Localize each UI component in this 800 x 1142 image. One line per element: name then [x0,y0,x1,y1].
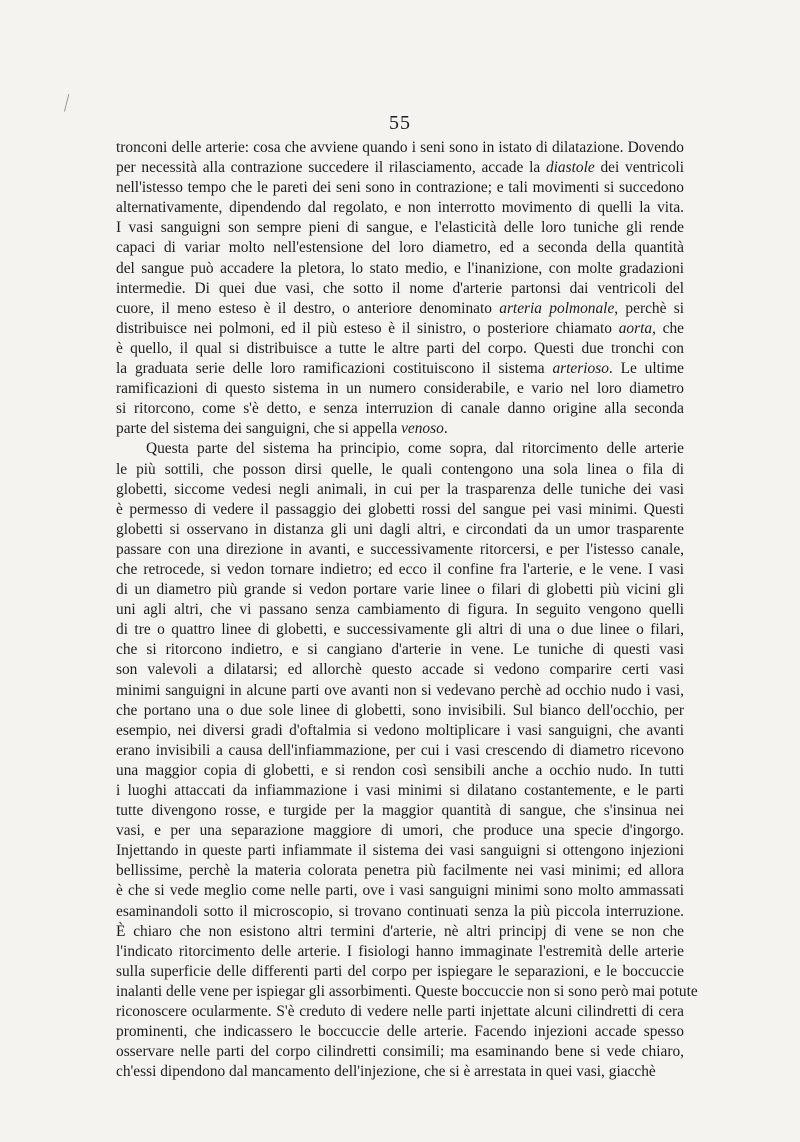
text-line [116,861,684,881]
text-segment: tronconi delle arterie: cosa che avviene quando i seni sono in istato di dilatazione. Dovendo [116,139,684,156]
text-segment: Injettando in queste parti infiammate il sistema dei vasi sanguigni si ottengono injezioni [116,842,684,860]
text-line [116,540,684,560]
text-segment: globetti si osservano in distanza gli uni dagli altri, e circondati da un umor trasparente [116,520,684,538]
text-segment: . Le ultime [608,360,684,378]
text-line [116,841,684,861]
body-text [116,138,698,1082]
text-segment: erano invisibili a causa dell'infiammazione, per cui i vasi crescendo di diametro ricevono [116,741,684,759]
text-line [116,922,684,942]
italic-term: arteria polmonale [499,299,615,317]
text-line [116,580,684,600]
text-line [116,962,684,982]
text-segment: che si ritorcono indietro, e si cangiano d'arterie in vene. Le tuniche di questi vasi [116,641,684,659]
text-line [116,279,684,299]
text-segment: minimi sanguigni in alcune parti ove avanti non si vedevano perchè ad occhio nudo i vasi, [116,681,684,699]
text-segment: cuore, il meno esteso è il destro, o anteriore denominato [116,299,500,317]
text-segment: è che si vede meglio come nelle parti, ove i vasi sanguigni minimi sono molto ammassati [116,882,684,900]
text-segment: dei ventricoli [594,159,684,177]
text-line [116,801,684,821]
text-segment: per necessità alla contrazione succedere il rilasciamento, accade la [116,159,546,177]
text-segment: le più sottili, che posson dirsi quelle, le quali contengono una sola linea o fila di [116,460,684,478]
text-line [116,419,684,439]
text-line [116,761,684,781]
text-segment: i luoghi attaccati da infiammazione i vasi minimi si dilatano costantemente, e le parti [116,782,684,799]
text-segment: passare con una direzione in avanti, e successivamente ritorcersi, e per l'istesso canale, [116,540,684,558]
text-segment: è quello, il qual si distribuisce a tutte le altre parti del corpo. Questi due tronchi con [116,339,684,357]
text-line [116,299,684,319]
text-line [116,178,684,198]
text-segment: tutte divengono rosse, e turgide per la maggior quantità di sangue, che s'insinua nei [116,802,684,820]
text-line [116,359,684,379]
italic-term: venoso [401,420,444,438]
text-line [116,721,684,741]
text-line [116,1062,684,1082]
text-segment: esaminandoli sotto il microscopio, si trovano continuati senza la più piccola interruzione. [116,902,684,920]
text-segment: di un diametro più grande si vedon portare varie linee o filari di globetti più vicini gli [116,581,684,599]
text-segment: ch'essi dipendono dal mancamento dell'injezione, che si è arrestata in quei vasi, giacchè [116,1063,656,1081]
text-segment: nell'istesso tempo che le pareti dei seni sono in contrazione; e tali movimenti si succedono [116,179,684,197]
text-line [116,1022,684,1042]
text-segment: è permesso di vedere il passaggio dei globetti rossi del sangue pei vasi minimi. Questi [116,500,684,518]
text-segment: . [443,420,448,438]
text-line [116,319,684,339]
text-line [116,600,684,620]
text-segment: parte del sistema dei sanguigni, che si appella [116,420,402,438]
text-line [116,821,684,841]
text-line [116,681,684,701]
text-segment: inalanti delle vene per ispiegar gli assorbimenti. Queste boccuccie non si sono però mai potute [116,982,698,1000]
page-number: 55 [389,112,411,134]
text-segment: osservare nelle parti del corpo cilindretti consimili; ma esaminando bene si vede chiaro, [116,1043,684,1061]
text-line [116,439,684,459]
text-line [116,881,684,901]
text-line [116,660,684,680]
text-line [116,620,684,640]
text-line [116,982,698,1002]
text-segment: capaci di variar molto nell'estensione del loro diametro, ed a seconda della quantità [116,239,684,257]
text-line [116,339,684,359]
text-line [116,520,684,540]
text-line [116,198,684,218]
text-segment: del sangue può accadere la pletora, lo stato medio, e l'inanizione, con molte gradazioni [116,259,684,277]
text-segment: una maggior copia di globetti, e si rendon così sensibili anche a occhio nudo. In tutti [116,761,684,779]
text-segment: distribuisce nei polmoni, ed il più esteso è il sinistro, o posteriore chiamato [116,319,619,337]
text-segment: che portano una o due sole linee di globetti, sono invisibili. Sul bianco dell'occhio, per [116,701,684,719]
text-line [116,942,684,962]
text-segment: uni agli altri, che vi passano senza cambiamento di figura. In seguito vengono quelli [116,601,684,619]
text-line [116,902,684,922]
text-segment: sulla superficie delle differenti parti del corpo per ispiegare le separazioni, e le boccuccie [116,962,684,980]
text-segment: Questa parte del sistema ha principio, come sopra, dal ritorcimento delle arterie [146,440,684,458]
text-line [116,480,684,500]
text-segment: alternativamente, dipendendo dal regolato, e non interrotto movimento di quelli la vita. [116,199,684,217]
text-line [116,640,684,660]
text-segment: I vasi sanguigni son sempre pieni di sangue, e l'elasticità delle loro tuniche gli rende [116,219,684,237]
text-segment: bellissime, perchè la materia colorata penetra più facilmente nei vasi minimi; ed allora [116,862,684,880]
text-line [116,138,684,158]
text-line [116,1002,684,1022]
text-line [116,500,684,520]
text-line [116,379,684,399]
text-segment: vasi, e per una separazione maggiore di umori, che produce una specie d'ingorgo. [116,822,684,840]
text-segment: , che [652,319,684,337]
text-segment: ramificazioni di questo sistema in un numero considerabile, e vario nel loro diametro [116,380,684,398]
text-segment: che retrocede, si vedon tornare indietro; ed ecco il confine fra l'arterie, e le vene. I vasi [116,560,684,578]
text-line [116,259,684,279]
text-segment: riconoscere ocularmente. S'è creduto di vedere nelle parti injettate alcuni cilindretti di cera [116,1003,684,1021]
text-line [116,399,684,419]
text-segment: di tre o quattro linee di globetti, e successivamente gli altri di una o due linee o filari, [116,621,684,639]
text-segment: globetti, siccome vedesi negli animali, in cui per la trasparenza delle tuniche dei vasi [116,480,684,498]
text-line [116,741,684,761]
text-line [116,1042,684,1062]
text-segment: È chiaro che non esistono altri termini d'arterie, nè altri principj di vene se non che [116,922,684,940]
italic-term: aorta [618,319,653,337]
text-segment: si ritorcono, come s'è detto, e senza interruzion di canale danno origine alla seconda [116,400,684,418]
text-line [116,460,684,480]
text-segment: intermedie. Di quei due vasi, che sotto il nome d'arterie partonsi dai ventricoli del [116,279,684,297]
italic-term: arterioso [552,360,609,378]
text-line [116,701,684,721]
text-segment: son valevoli a dilatarsi; ed allorchè questo accade si vedono comparire certi vasi [116,661,684,679]
italic-term: diastole [545,159,595,177]
text-line [116,560,684,580]
text-line [116,781,684,801]
text-segment: , perchè si [614,299,684,317]
text-line [116,238,684,258]
text-segment: l'indicato ritorcimento delle arterie. I fisiologi hanno immaginate l'estremità delle arterie [116,942,684,960]
text-segment: la graduata serie delle loro ramificazioni costituiscono il sistema [116,360,553,378]
text-line [116,158,684,178]
text-segment: prominenti, che indicassero le boccuccie delle arterie. Facendo injezioni accade spesso [116,1023,684,1041]
text-segment: esempio, nei diversi gradi d'oftalmia si vedono moltiplicare i vasi sanguigni, che avanti [116,721,684,739]
text-line [116,218,684,238]
